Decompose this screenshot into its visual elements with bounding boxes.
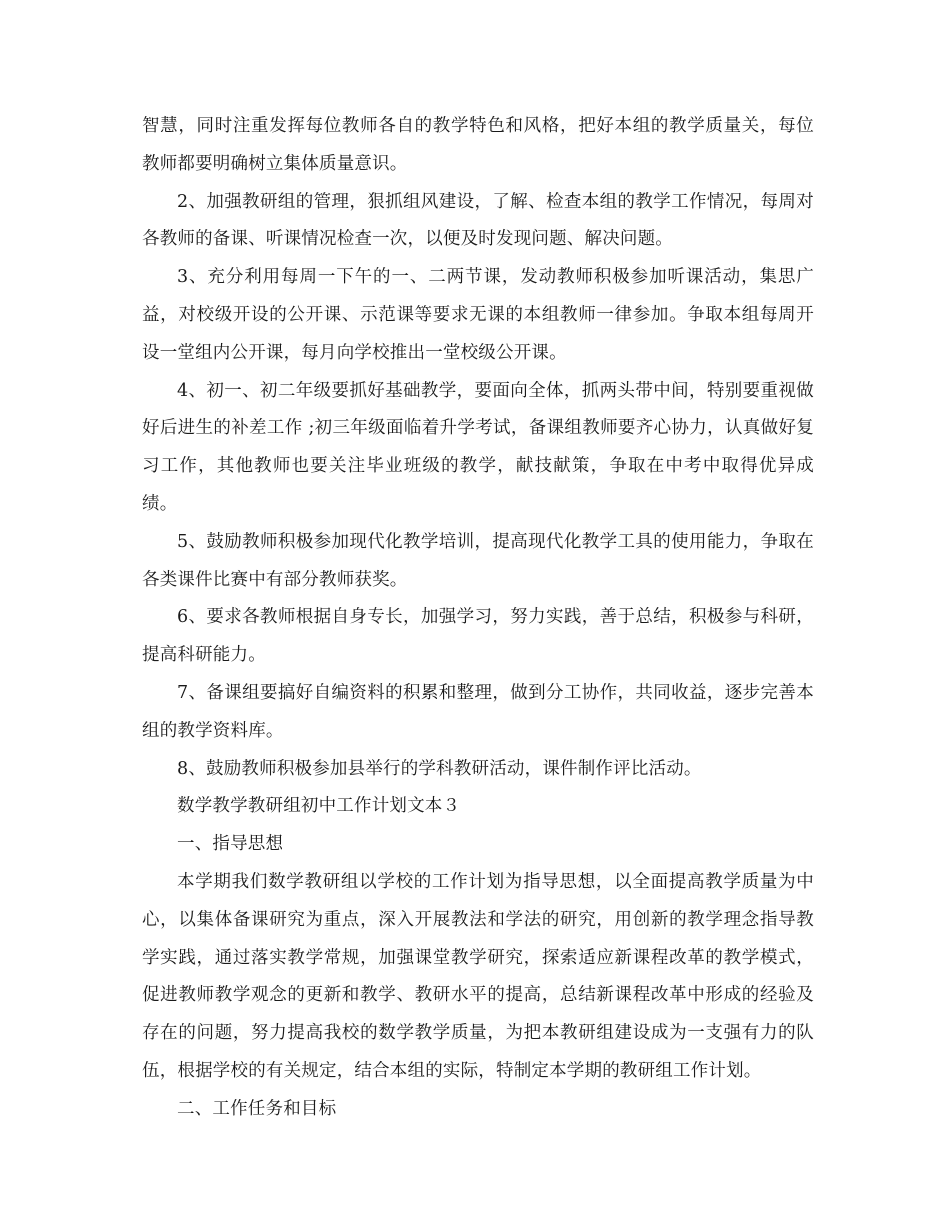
section-title: 数学教学教研组初中工作计划文本３ xyxy=(177,796,461,817)
paragraph-item-2: 2、加强教研组的管理，狠抓组风建设，了解、检查本组的教学工作情况，每周对各教师的备课、听课情况检查一次，以便及时发现问题、解决问题。 xyxy=(142,191,814,250)
paragraph-item-3: 3、充分利用每周一下午的一、二两节课，发动教师积极参加听课活动，集思广益，对校级开设的公开课、示范课等要求无课的本组教师一律参加。争取本组每周开设一堂组内公开课，每月向学校推出一堂校级公开课。 xyxy=(142,267,814,363)
document-body xyxy=(142,108,814,1129)
paragraph-item-4: 4、初一、初二年级要抓好基础教学，要面向全体，抓两头带中间，特别要重视做好后进生的补差工作 ;初三年级面临着升学考试，备课组教师要齐心协力，认真做好复习工作，其他教师也要关注毕业班级的教学，献技献策，争取在中考中取得优异成绩。 xyxy=(142,380,814,514)
paragraph-item-6: 6、要求各教师根据自身专长，加强学习，努力实践，善于总结，积极参与科研，提高科研能力。 xyxy=(142,607,814,666)
paragraph-item-5: 5、鼓励教师积极参加现代化教学培训，提高现代化教学工具的使用能力，争取在各类课件比赛中有部分教师获奖。 xyxy=(142,531,814,590)
heading-guiding-ideology: 一、指导思想 xyxy=(177,834,284,855)
paragraph-item-8: 8、鼓励教师积极参加县举行的学科教研活动，课件制作评比活动。 xyxy=(177,758,702,779)
paragraph-guiding-ideology: 本学期我们数学教研组以学校的工作计划为指导思想，以全面提高教学质量为中心，以集体备课研究为重点，深入开展教法和学法的研究，用创新的教学理念指导教学实践，通过落实教学常规，加强课堂教学研究，探索适应新课程改革的教学模式，促进教师教学观念的更新和教学、教研水平的提高，总结新课程改革中形成的经验及存在的问题，努力提高我校的数学教学质量，为把本教研组建设成为一支强有力的队伍，根据学校的有关规定，结合本组的实际，特制定本学期的教研组工作计划。 xyxy=(142,871,814,1081)
paragraph-continuation: 智慧，同时注重发挥每位教师各自的教学特色和风格，把好本组的教学质量关，每位教师都要明确树立集体质量意识。 xyxy=(142,116,814,174)
heading-tasks-and-goals: 二、工作任务和目标 xyxy=(177,1098,337,1119)
paragraph-item-7: 7、备课组要搞好自编资料的积累和整理，做到分工协作，共同收益，逐步完善本组的教学资料库。 xyxy=(142,682,814,741)
